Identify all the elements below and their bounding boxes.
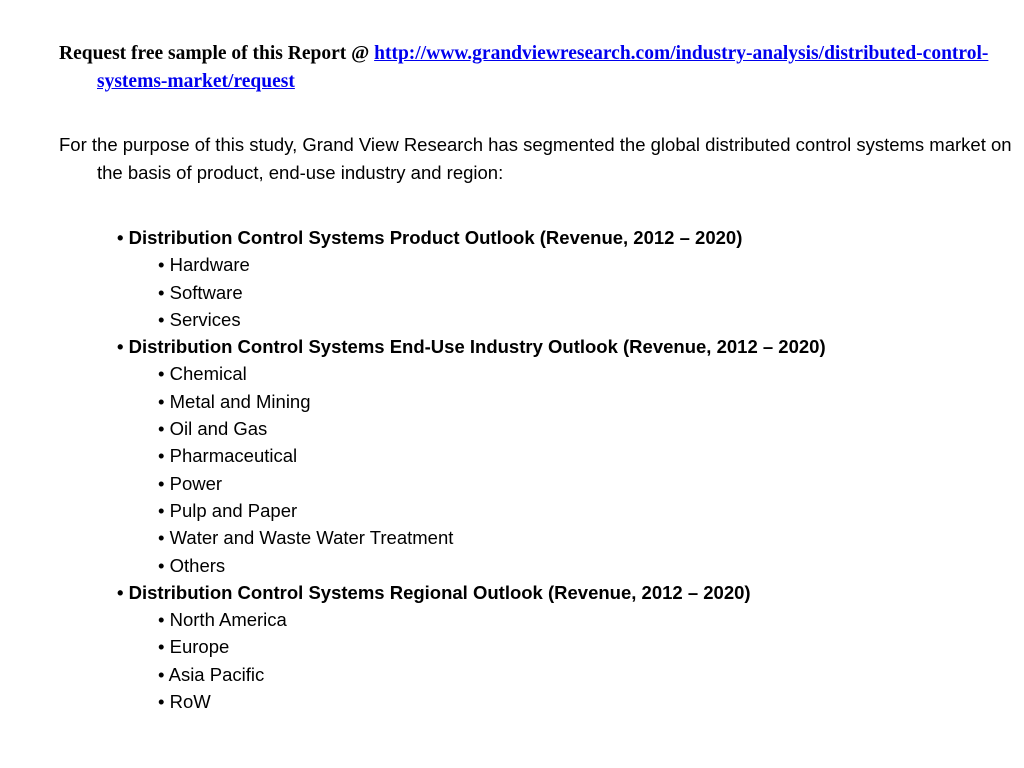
request-sample-paragraph <box>59 40 997 96</box>
list-item <box>117 524 997 551</box>
bullet: • <box>117 227 124 248</box>
list-item <box>117 306 997 333</box>
list-item <box>117 442 997 469</box>
bullet: • <box>158 308 165 330</box>
bullet: • <box>158 663 165 685</box>
list-item-text: Chemical <box>169 363 247 385</box>
list-item <box>117 388 997 415</box>
list-item-text: Pulp and Paper <box>169 499 298 521</box>
bullet: • <box>158 691 165 713</box>
section-heading-text: Distribution Control Systems Product Outlook (Revenue, 2012 – 2020) <box>128 227 743 248</box>
list-item-text: Pharmaceutical <box>169 445 298 467</box>
section-heading <box>117 224 997 251</box>
list-item-text: Oil and Gas <box>169 418 268 440</box>
section-heading-text: Distribution Control Systems End-Use Industry Outlook (Revenue, 2012 – 2020) <box>128 336 826 358</box>
bullet: • <box>158 554 165 576</box>
list-item-text: Water and Waste Water Treatment <box>169 527 454 549</box>
intro-paragraph: For the purpose of this study, Grand View Research has segmented the global distributed control systems market on the basis of product, end-use industry and region: <box>59 134 1012 183</box>
list-item-text: North America <box>169 609 287 631</box>
section-heading <box>117 333 997 360</box>
bullet: • <box>117 581 124 603</box>
bullet: • <box>158 445 165 467</box>
list-item-text: Others <box>169 554 226 576</box>
bullet: • <box>117 336 124 358</box>
list-item <box>117 497 997 524</box>
list-item <box>117 688 997 715</box>
bullet: • <box>158 472 165 494</box>
bullet: • <box>158 363 165 385</box>
list-item-text: Hardware <box>169 254 250 276</box>
list-item-text: Metal and Mining <box>169 390 311 412</box>
bullet: • <box>158 254 165 276</box>
bullet: • <box>158 390 165 412</box>
list-item-text: Power <box>169 472 223 494</box>
bullet: • <box>158 636 165 658</box>
list-item <box>117 279 997 306</box>
bullet: • <box>158 281 165 303</box>
request-sample-label: Request free sample of this Report @ <box>59 43 375 64</box>
list-item <box>117 360 997 387</box>
list-item <box>117 415 997 442</box>
list-item <box>117 470 997 497</box>
section-heading-text: Distribution Control Systems Regional Outlook (Revenue, 2012 – 2020) <box>128 581 751 603</box>
bullet: • <box>158 499 165 521</box>
segmentation-outline <box>117 224 997 715</box>
list-item <box>117 552 997 579</box>
list-item-text: Software <box>169 281 243 303</box>
list-item <box>117 606 997 633</box>
list-item <box>117 661 997 688</box>
section-heading <box>117 579 997 606</box>
request-sample-link[interactable]: http://www.grandviewresearch.com/industry-analysis/distributed-control-systems-market/request <box>97 43 989 92</box>
list-item-text: Asia Pacific <box>168 663 265 685</box>
list-item-text: Services <box>169 308 241 330</box>
list-item-text: RoW <box>169 691 211 713</box>
bullet: • <box>158 418 165 440</box>
list-item-text: Europe <box>169 636 230 658</box>
list-item <box>117 251 997 278</box>
list-item <box>117 633 997 660</box>
bullet: • <box>158 527 165 549</box>
bullet: • <box>158 609 165 631</box>
